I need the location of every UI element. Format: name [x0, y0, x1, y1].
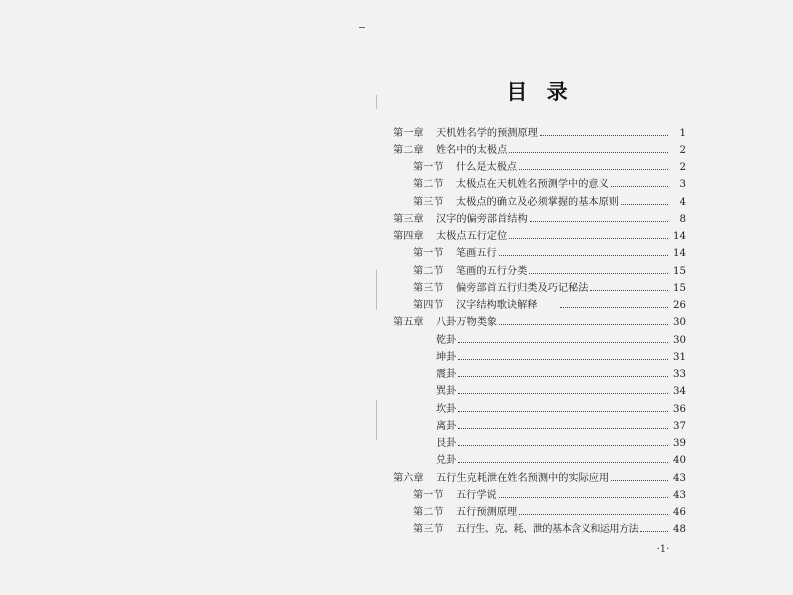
toc-label: 第五章 [393, 317, 424, 329]
dot-leader [560, 306, 669, 308]
toc-page-number: 31 [673, 351, 686, 363]
toc-page-number: 34 [673, 386, 686, 398]
toc-item-entry[interactable] [393, 418, 686, 435]
toc-page-number: 33 [673, 369, 686, 380]
toc-page-number: 14 [673, 231, 686, 242]
toc-section-entry[interactable] [393, 194, 686, 211]
table-of-contents [393, 125, 686, 539]
dot-leader [621, 203, 668, 205]
toc-item-entry[interactable] [393, 366, 686, 383]
toc-title: 姓名中的太极点 [436, 144, 508, 156]
dot-leader [519, 513, 668, 515]
toc-page-number: 3 [679, 179, 686, 191]
toc-item-entry[interactable] [393, 349, 686, 366]
toc-page-number: 40 [673, 455, 686, 467]
toc-page-number: 46 [673, 507, 686, 518]
toc-title: 汉字结构歌诀解释 [456, 300, 538, 311]
toc-chapter-entry[interactable] [393, 211, 686, 228]
toc-title: 什么是太极点 [456, 162, 518, 173]
toc-title: 偏旁部首五行归类及巧记秘法 [456, 282, 589, 294]
toc-page-number: 14 [673, 248, 686, 260]
toc-title: 巽卦 [436, 386, 457, 398]
dot-leader [529, 272, 668, 274]
toc-item-entry[interactable] [393, 452, 686, 469]
toc-item-entry[interactable] [393, 383, 686, 400]
toc-page-number: 30 [673, 334, 686, 346]
toc-page-number: 43 [673, 472, 686, 484]
toc-page-number: 36 [673, 403, 686, 415]
toc-section-entry[interactable] [393, 263, 686, 280]
toc-page-number: 1 [679, 127, 686, 139]
dot-leader [458, 410, 668, 412]
dot-leader [509, 237, 668, 239]
scan-mark [359, 27, 365, 28]
toc-title: 坎卦 [436, 403, 457, 415]
toc-label: 第二节 [413, 507, 444, 518]
dot-leader [540, 134, 668, 136]
toc-label: 第二节 [413, 179, 444, 191]
toc-title: 兑卦 [436, 455, 457, 467]
toc-title: 八卦万物类象 [436, 317, 498, 329]
toc-label: 第三章 [393, 213, 424, 225]
dot-leader [458, 358, 668, 360]
toc-title: 震卦 [436, 369, 457, 380]
toc-page-number: 39 [673, 438, 686, 449]
dot-leader [458, 444, 668, 446]
dot-leader [499, 496, 668, 498]
toc-label: 第三节 [413, 282, 444, 294]
toc-page-number: 37 [673, 420, 686, 432]
dot-leader [611, 185, 668, 187]
toc-chapter-entry[interactable] [393, 228, 686, 245]
toc-title: 五行学说 [456, 489, 497, 501]
toc-title: 太极点的确立及必须掌握的基本原则 [456, 196, 619, 208]
dot-leader [458, 375, 668, 377]
toc-page-number: 2 [679, 162, 686, 173]
dot-leader [458, 341, 668, 343]
toc-label: 第四节 [413, 300, 444, 311]
toc-chapter-entry[interactable] [393, 142, 686, 159]
toc-section-entry[interactable] [393, 245, 686, 262]
toc-page-number: 2 [679, 144, 686, 156]
page-title: 目 录 [506, 79, 574, 104]
toc-section-entry[interactable] [393, 280, 686, 297]
toc-chapter-entry[interactable] [393, 125, 686, 142]
toc-title: 汉字的偏旁部首结构 [436, 213, 528, 225]
toc-title: 坤卦 [436, 351, 457, 363]
toc-label: 第二章 [393, 144, 424, 156]
toc-label: 第一章 [393, 127, 424, 139]
dot-leader [611, 479, 668, 481]
toc-section-entry[interactable] [393, 159, 686, 176]
toc-section-entry[interactable] [393, 487, 686, 504]
toc-title: 笔画的五行分类 [456, 265, 528, 277]
scan-mark [376, 400, 377, 440]
toc-title: 五行生克耗泄在姓名预测中的实际应用 [436, 472, 610, 484]
toc-item-entry[interactable] [393, 401, 686, 418]
toc-section-entry[interactable] [393, 521, 686, 538]
toc-page-number: 8 [679, 213, 686, 225]
toc-section-entry[interactable] [393, 176, 686, 193]
toc-title: 天机姓名学的预测原理 [436, 127, 538, 139]
scan-mark [376, 270, 377, 310]
toc-page-number: 26 [673, 300, 686, 311]
toc-page-number: 4 [679, 196, 686, 208]
toc-title: 太极点五行定位 [436, 231, 508, 242]
dot-leader [458, 461, 668, 463]
toc-section-entry[interactable] [393, 297, 686, 314]
dot-leader [519, 168, 668, 170]
toc-title: 笔画五行 [456, 248, 497, 260]
dot-leader [590, 289, 668, 291]
toc-item-entry[interactable] [393, 435, 686, 452]
toc-page-number: 15 [673, 282, 686, 294]
toc-page-number: 48 [673, 524, 686, 536]
toc-title: 五行生、克、耗、泄的基本含义和运用方法 [456, 524, 639, 536]
scan-mark [376, 95, 377, 109]
dot-leader [458, 392, 668, 394]
toc-label: 第三节 [413, 196, 444, 208]
toc-title: 乾卦 [436, 334, 457, 346]
dot-leader [499, 323, 668, 325]
dot-leader [509, 151, 668, 153]
toc-label: 第一节 [413, 248, 444, 260]
dot-leader [530, 220, 668, 222]
dot-leader [640, 530, 668, 532]
toc-title: 离卦 [436, 420, 457, 432]
toc-title: 艮卦 [436, 438, 457, 449]
toc-page-number: 30 [673, 317, 686, 329]
toc-label: 第二节 [413, 265, 444, 277]
dot-leader [458, 427, 668, 429]
toc-page-number: 15 [673, 265, 686, 277]
toc-item-entry[interactable] [393, 332, 686, 349]
toc-chapter-entry[interactable] [393, 314, 686, 331]
toc-page-number: 43 [673, 489, 686, 501]
toc-title: 太极点在天机姓名预测学中的意义 [456, 179, 609, 191]
toc-label: 第一节 [413, 162, 444, 173]
toc-chapter-entry[interactable] [393, 470, 686, 487]
dot-leader [499, 254, 668, 256]
toc-label: 第六章 [393, 472, 424, 484]
footer-page-number: ·1· [656, 544, 670, 555]
toc-label: 第一节 [413, 489, 444, 501]
toc-label: 第四章 [393, 231, 424, 242]
toc-title: 五行预测原理 [456, 507, 518, 518]
toc-section-entry[interactable] [393, 504, 686, 521]
toc-label: 第三节 [413, 524, 444, 536]
